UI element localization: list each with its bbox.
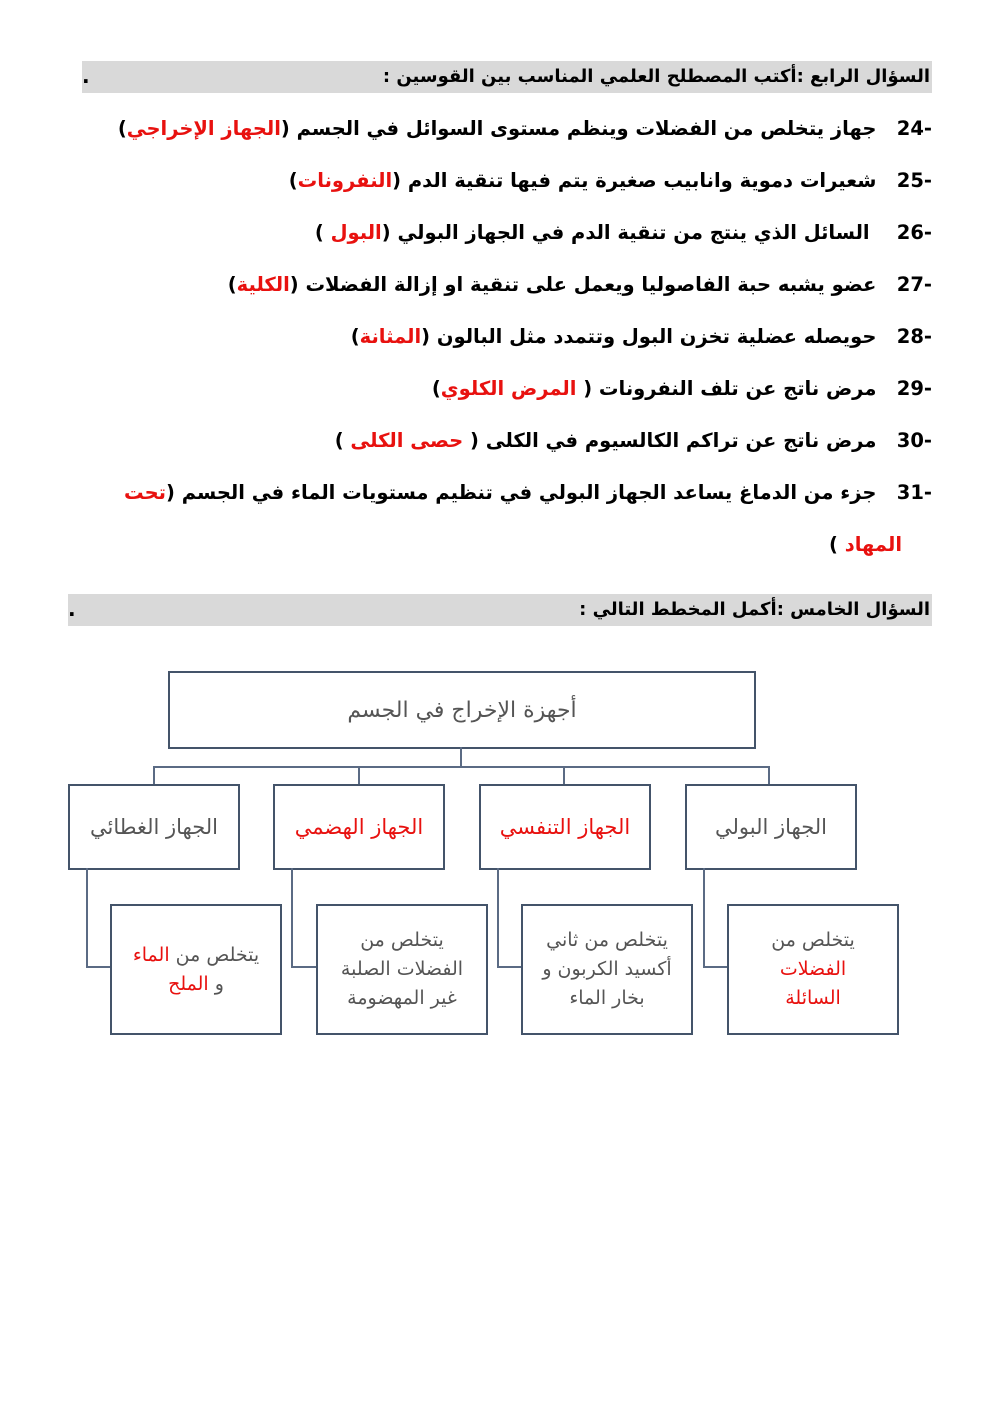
connector-1 xyxy=(153,766,155,785)
header-dot: . xyxy=(68,597,76,621)
question-5-title: السؤال الخامس :أكمل المخطط التالي : xyxy=(579,599,930,620)
system-digestive-label: الجهاز الهضمي xyxy=(294,815,424,839)
elbow-h-2 xyxy=(291,966,317,968)
diagram-root-label: أجهزة الإخراج في الجسم xyxy=(347,697,577,723)
question-31-continued: المهاد ) xyxy=(829,533,902,556)
elbow-v-2 xyxy=(291,868,293,968)
system-digestive-box xyxy=(273,784,445,870)
answer-water: الماء xyxy=(132,943,170,966)
sub-urinary-box xyxy=(727,904,899,1035)
answer-24: الجهاز الإخراجي xyxy=(126,117,281,140)
question-31: -31 جزء من الدماغ يساعد الجهاز البولي في تنظيم مستويات الماء في الجسم (تحت xyxy=(123,481,932,504)
sub-urinary-line2: الفضلات xyxy=(779,958,847,980)
sub-respiratory-line3: بخار الماء xyxy=(569,987,645,1009)
connector-4 xyxy=(768,766,770,785)
answer-29: المرض الكلوي xyxy=(440,377,577,400)
question-25: -25 شعيرات دموية وانابيب صغيرة يتم فيها تنقية الدم (النفرونات) xyxy=(288,169,932,192)
system-integumentary-label: الجهاز الغطائي xyxy=(89,815,219,839)
question-24: -24 جهاز يتخلص من الفضلات وينظم مستوى السوائل في الجسم (الجهاز الإخراجي) xyxy=(117,117,932,140)
system-respiratory-box xyxy=(479,784,651,870)
sub-integumentary-box xyxy=(110,904,282,1035)
sub-digestive-line1: يتخلص من xyxy=(360,929,444,951)
answer-salt: الملح xyxy=(168,972,209,995)
sub-urinary-line1: يتخلص من xyxy=(771,929,855,951)
sub-respiratory-line1: يتخلص من ثاني xyxy=(546,929,668,951)
connector-root-down xyxy=(460,747,462,767)
answer-28: المثانة xyxy=(359,325,422,348)
answer-25: النفرونات xyxy=(297,169,393,192)
sub-integumentary-line2: و الملح xyxy=(168,972,224,995)
question-26: -26 السائل الذي ينتج من تنقية الدم في الجهاز البولي (البول ) xyxy=(314,221,932,244)
sub-digestive-line3: غير المهضومة xyxy=(347,987,457,1009)
question-5-header xyxy=(68,594,932,626)
header-dot: . xyxy=(82,64,90,88)
question-27: -27 عضو يشبه حبة الفاصوليا ويعمل على تنقية او إزالة الفضلات (الكلية) xyxy=(227,273,932,296)
connector-2 xyxy=(358,766,360,785)
sub-urinary-line3: السائلة xyxy=(785,987,841,1009)
question-4-title: السؤال الرابع :أكتب المصطلح العلمي المناسب بين القوسين : xyxy=(382,66,930,87)
answer-31: تحت xyxy=(123,481,167,504)
answer-26: البول xyxy=(330,221,382,244)
question-29: -29 مرض ناتج عن تلف النفرونات ( المرض الكلوي) xyxy=(431,377,932,400)
answer-30: حصى الكلى xyxy=(350,429,464,452)
question-30: -30 مرض ناتج عن تراكم الكالسيوم في الكلى ( حصى الكلى ) xyxy=(334,429,932,452)
sub-digestive-box xyxy=(316,904,488,1035)
diagram-root-box xyxy=(168,671,756,749)
system-urinary-label: الجهاز البولي xyxy=(714,815,827,839)
sub-respiratory-box xyxy=(521,904,693,1035)
system-urinary-box xyxy=(685,784,857,870)
elbow-v-1 xyxy=(86,868,88,968)
elbow-h-3 xyxy=(497,966,523,968)
elbow-v-4 xyxy=(703,868,705,968)
elbow-h-1 xyxy=(86,966,112,968)
answer-27: الكلية xyxy=(236,273,290,296)
connector-horizontal xyxy=(153,766,770,768)
answer-31-cont: المهاد xyxy=(844,533,902,556)
sub-respiratory-line2: أكسيد الكربون و xyxy=(542,958,672,980)
sub-integumentary-line1: يتخلص من الماء xyxy=(132,943,260,966)
sub-digestive-line2: الفضلات الصلبة xyxy=(340,958,464,980)
system-respiratory-label: الجهاز التنفسي xyxy=(499,815,631,839)
system-integumentary-box xyxy=(68,784,240,870)
question-4-header xyxy=(82,61,932,93)
elbow-v-3 xyxy=(497,868,499,968)
question-28: -28 حويصله عضلية تخزن البول وتتمدد مثل البالون (المثانة) xyxy=(350,325,932,348)
connector-3 xyxy=(563,766,565,785)
elbow-h-4 xyxy=(703,966,729,968)
